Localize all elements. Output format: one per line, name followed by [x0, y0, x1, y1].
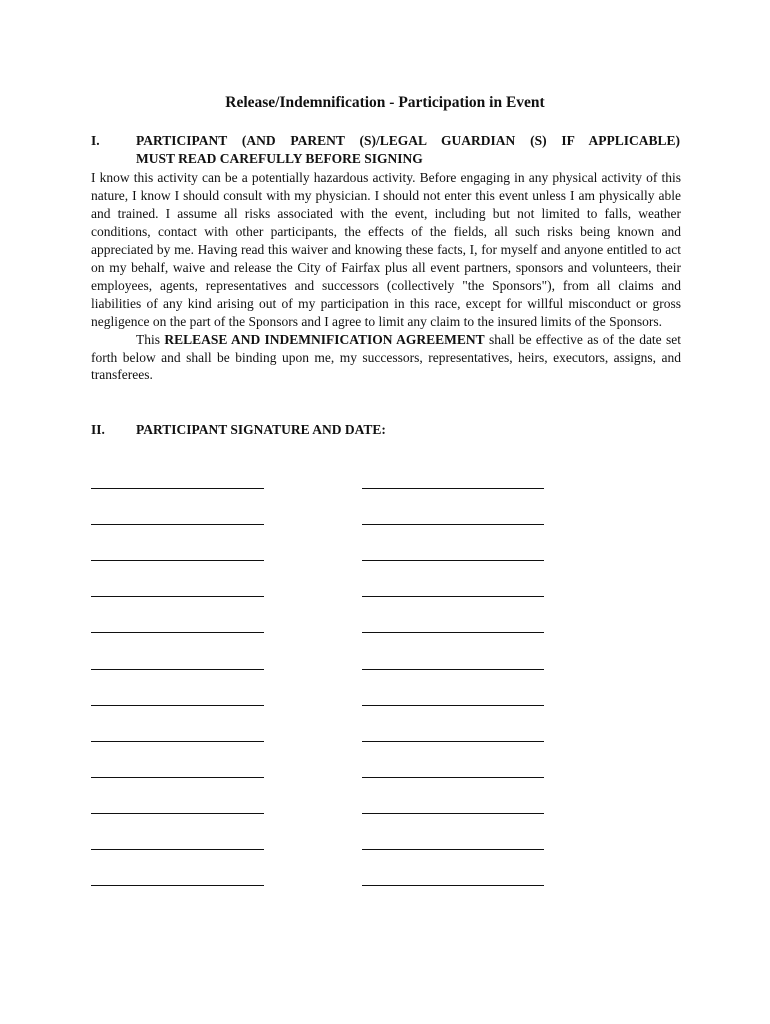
release-agreement-name: RELEASE AND INDEMNIFICATION AGREEMENT [164, 331, 485, 347]
signature-line[interactable] [91, 596, 264, 597]
signature-line[interactable] [91, 669, 264, 670]
signature-line[interactable] [91, 488, 264, 489]
date-line[interactable] [362, 885, 544, 886]
section-2-heading: PARTICIPANT SIGNATURE AND DATE: [136, 422, 386, 437]
date-line[interactable] [362, 741, 544, 742]
date-line[interactable] [362, 488, 544, 489]
signature-line[interactable] [91, 560, 264, 561]
release-body [91, 169, 681, 384]
signature-line[interactable] [91, 741, 264, 742]
date-line[interactable] [362, 560, 544, 561]
date-line[interactable] [362, 524, 544, 525]
signature-line[interactable] [91, 632, 264, 633]
section-1-heading-line1: PARTICIPANT (AND PARENT (S)/LEGAL GUARDIAN (S) IF APPLICABLE) [136, 133, 680, 148]
section-2-number: II. [91, 422, 105, 437]
document-title: Release/Indemnification - Participation in Event [225, 94, 545, 111]
signature-line[interactable] [91, 885, 264, 886]
signature-line[interactable] [91, 849, 264, 850]
signature-line[interactable] [91, 705, 264, 706]
section-1-number: I. [91, 133, 100, 148]
signature-line[interactable] [91, 813, 264, 814]
section-1-heading-line2: MUST READ CAREFULLY BEFORE SIGNING [136, 151, 423, 166]
section-1-heading [136, 132, 680, 168]
release-paragraph-2 [91, 331, 681, 385]
date-line[interactable] [362, 705, 544, 706]
date-line[interactable] [362, 813, 544, 814]
date-line[interactable] [362, 632, 544, 633]
date-line[interactable] [362, 596, 544, 597]
release-paragraph-2-prefix: This [136, 331, 165, 347]
release-paragraph-1: I know this activity can be a potentially hazardous activity. Before engaging in any physical activity of this nature, I know I should consult with my physician. I should not enter this event unless I am physically able and trained. I assume all risks associated with the event, including but not limited to falls, weather conditions, contact with other participants, the effects of the fields, all such risks being known and appreciated by me. Having read this waiver and knowing these facts, I, for myself and anyone entitled to act on my behalf, waive and release the City of Fairfax plus all event partners, sponsors and volunteers, their employees, agents, representatives and successors (collectively "the Sponsors"), from all claims and liabilities of any kind arising out of my participation in this race, except for willful misconduct or gross negligence on the part of the Sponsors and I agree to limit any claim to the insured limits of the Sponsors. [91, 170, 681, 329]
date-line[interactable] [362, 777, 544, 778]
date-line[interactable] [362, 669, 544, 670]
signature-line[interactable] [91, 777, 264, 778]
signature-line[interactable] [91, 524, 264, 525]
date-line[interactable] [362, 849, 544, 850]
release-paragraph-2-suffix: shall be effective as of the date set forth below and shall be binding upon me, my successors, representatives, heirs, executors, assigns, and transferees. [91, 331, 682, 383]
